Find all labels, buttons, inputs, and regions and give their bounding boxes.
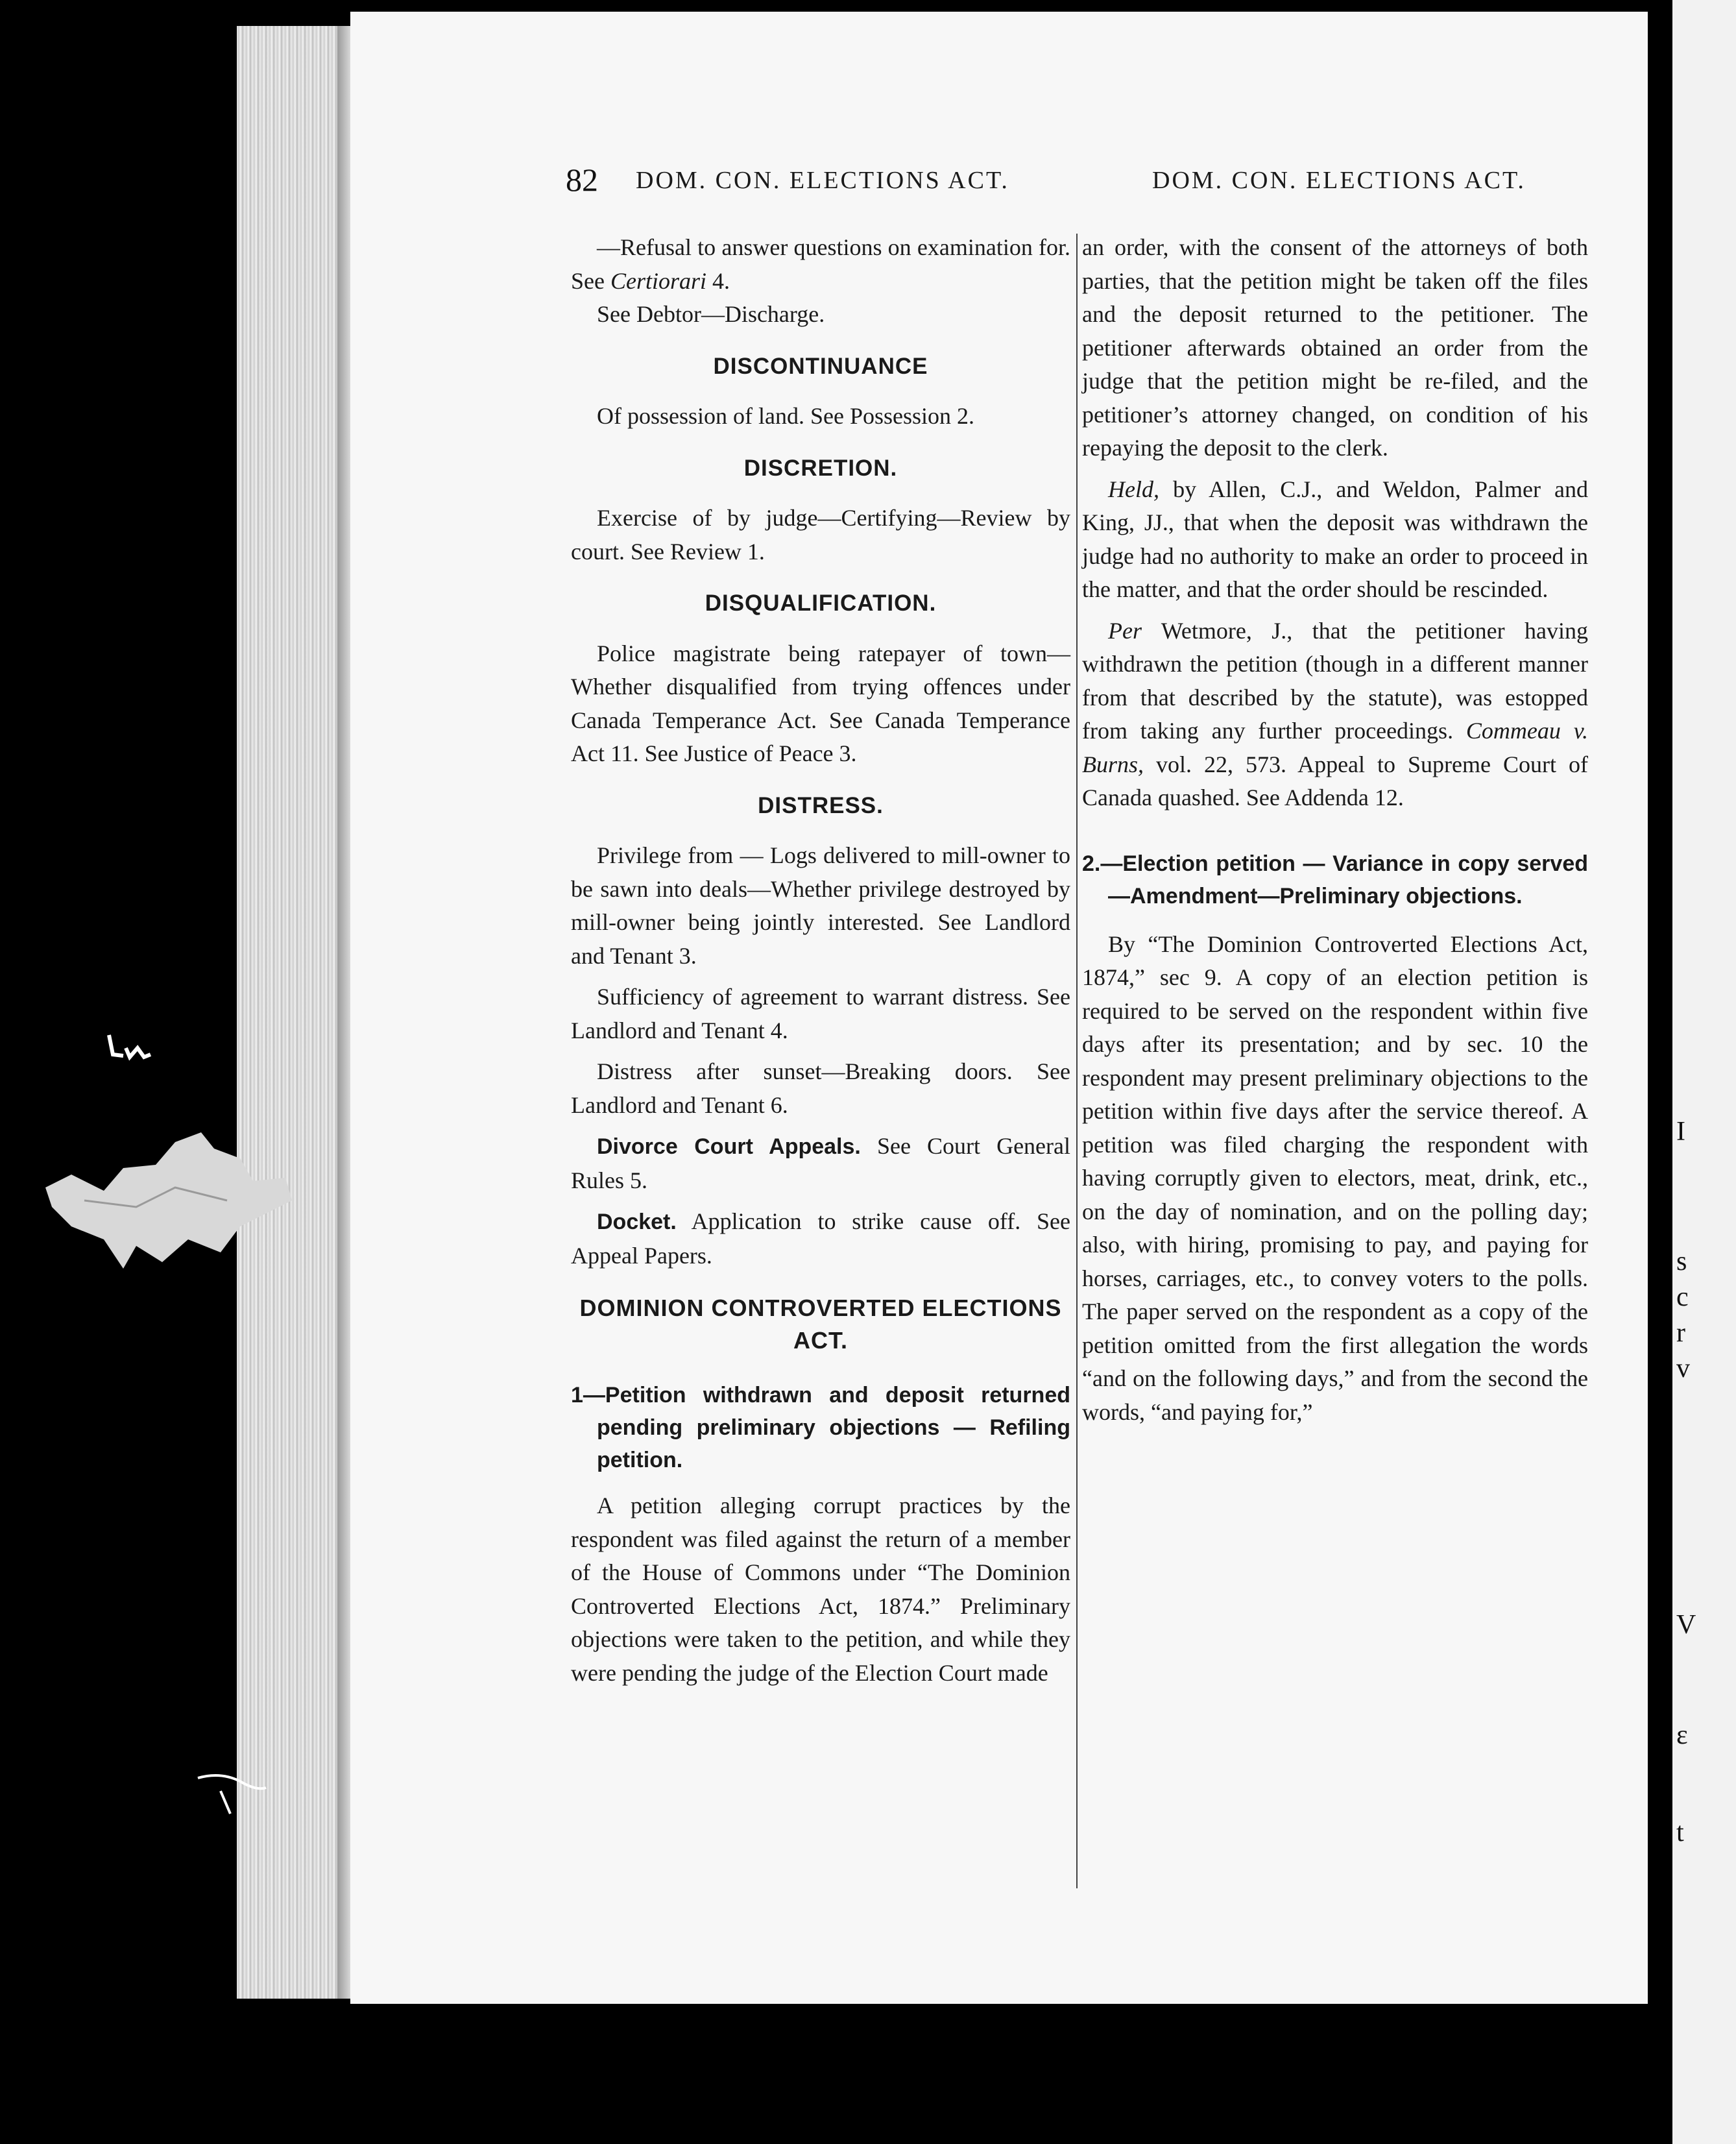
index-entry: Privilege from — Logs delivered to mill-owner to be sawn into deals—Whether privilege destroyed by mill-owner being jointly interested. See Landlord and Tenant 3. (571, 842, 1070, 969)
index-entry: Distress after sunset—Breaking doors. See Landlord and Tenant 6. (571, 1058, 1070, 1118)
book-page-edges (237, 26, 347, 1999)
index-entry: See Debtor—Discharge. (597, 301, 825, 327)
index-entry: Docket. Application to strike cause off. See Appeal Papers. (571, 1208, 1070, 1269)
adjacent-text-fragment: r (1676, 1318, 1685, 1348)
case-subheading: 1—Petition withdrawn and deposit returned pending preliminary objections — Refiling petition. (571, 1383, 1070, 1472)
index-entry: Police magistrate being ratepayer of town—Whether disqualified from trying offences under Canada Temperance Act. See Canada Temperance Act 11. See Justice of Peace 3. (571, 640, 1070, 766)
page-number: 82 (566, 162, 598, 198)
adjacent-text-fragment: I (1676, 1117, 1685, 1147)
running-head-left: DOM. CON. ELECTIONS ACT. (636, 167, 1009, 194)
adjacent-text-fragment: c (1676, 1282, 1689, 1312)
case-paragraph: Held, by Allen, C.J., and Weldon, Palmer and King, JJ., that when the deposit was withdrawn the judge had no authority to make an order to proceed in the matter, and that the order should be rescinded. (1082, 476, 1588, 602)
running-head-right: DOM. CON. ELECTIONS ACT. (1152, 167, 1526, 194)
section-heading: DISQUALIFICATION. (705, 591, 937, 616)
left-column (571, 231, 1070, 1690)
adjacent-text-fragment: v (1676, 1354, 1690, 1383)
right-column (1082, 231, 1588, 1429)
case-paragraph: an order, with the consent of the attorneys of both parties, that the petition might be taken off the files and the deposit returned to the petitioner. The petitioner afterwards obtained an order from the judge that the petition might be re-filed, and the petitioner’s attorney changed, on condition of his repaying the deposit to the clerk. (1082, 234, 1588, 461)
adjacent-text-fragment: t (1676, 1818, 1684, 1847)
adjacent-text-fragment: V (1676, 1610, 1696, 1640)
case-subheading: 2.—Election petition — Variance in copy served—Amendment—Preliminary objections. (1082, 851, 1588, 908)
case-paragraph: Per Wetmore, J., that the petitioner having withdrawn the petition (though in a different manner from that described by the statute), was estopped from taking any further proceedings. Commeau v. Burns, vol. 22, 573. Appeal to Supreme Court of Canada quashed. See Addenda 12. (1082, 617, 1589, 810)
index-entry: Of possession of land. See Possession 2. (597, 403, 974, 429)
section-heading: DISCRETION. (743, 455, 898, 481)
adjacent-page (1672, 0, 1736, 2144)
adjacent-text-fragment: ε (1676, 1720, 1688, 1750)
index-entry: Exercise of by judge—Certifying—Review by court. See Review 1. (571, 505, 1070, 565)
adjacent-text-fragment: s (1676, 1247, 1687, 1276)
column-divider (1076, 234, 1078, 1888)
section-heading: DISCONTINUANCE (713, 353, 928, 379)
index-entry: Divorce Court Appeals. See Court General Rules 5. (571, 1133, 1071, 1193)
section-heading-dominion: DOMINION CONTROVERTED ELECTIONS ACT. (579, 1295, 1062, 1354)
section-heading: DISTRESS. (758, 792, 884, 818)
scan-speck-mark (104, 1029, 156, 1067)
scan-speck-mark (195, 1765, 272, 1823)
case-paragraph: A petition alleging corrupt practices by the respondent was filed against the return of a member of the House of Commons under “The Dominion Controverted Elections Act, 1874.” Preliminary objections were taken to the petition, and while they were pending the judge of the Election Court made (571, 1492, 1070, 1686)
torn-paper-fragment (45, 1129, 292, 1272)
index-entry: —Refusal to answer questions on examination for. See Certiorari 4. (571, 234, 1070, 294)
case-paragraph: By “The Dominion Controverted Elections Act, 1874,” sec 9. A copy of an election petition is required to be served on the respondent within five days after its presentation; and by sec. 10 the respondent may present preliminary objections to the petition within five days after the service thereof. A petition was filed charging the respondent with having corruptly given to electors, meat, drink, etc., on the day of nomination, and on the polling day; also, with hiring, promising to pay, and paying for horses, carriages, etc., to convey voters to the polls. The paper served on the respondent as a copy of the petition omitted from the first allegation the words “and on the following days,” and from the second the words, “and paying for,” (1082, 931, 1588, 1425)
index-entry: Sufficiency of agreement to warrant distress. See Landlord and Tenant 4. (571, 984, 1070, 1043)
